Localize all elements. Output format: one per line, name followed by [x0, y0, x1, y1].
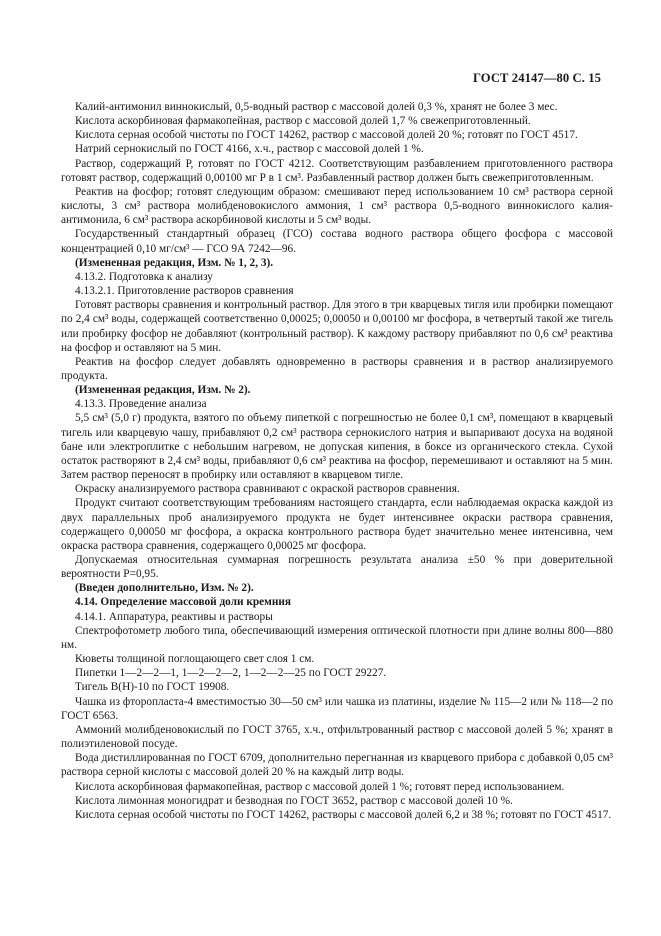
bold-note-paragraph: (Измененная редакция, Изм. № 2). — [75, 384, 251, 397]
page-header: ГОСТ 24147—80 С. 15 — [473, 71, 601, 85]
text-paragraph: Кислота серная особой чистоты по ГОСТ 14262, растворы с массовой долей 6,2 и 38 %; готовят по ГОСТ 4517. — [75, 808, 612, 821]
text-paragraph: Кислота аскорбиновая фармакопейная, раствор с массовой долей 1,7 % свежеприготовленный. — [75, 115, 531, 128]
bold-note-paragraph: (Введен дополнительно, Изм. № 2). — [75, 582, 254, 595]
text-paragraph: 4.14.1. Аппаратура, реактивы и растворы — [75, 610, 273, 623]
text-paragraph: Окраску анализируемого раствора сравнивают с окраской растворов сравнения. — [75, 483, 460, 496]
text-paragraph: Калий-антимонил виннокислый, 0,5-водный раствор с массовой долей 0,3 %, хранят не более 3 мес. — [75, 101, 558, 113]
text-paragraph: Кислота аскорбиновая фармакопейная, раствор с массовой долей 1 %; готовят перед использованием. — [75, 780, 565, 793]
text-paragraph: Чашка из фторопласта-4 вместимостью 30—50 см³ или чашка из платины, изделие № 115—2 или № 118—2 по ГОСТ 6563. — [61, 695, 613, 722]
text-paragraph: Реактив на фосфор; готовят следующим образом: смешивают перед использованием 10 см³ раствора серной кислоты, 3 см³ раствора молибденовокислого аммония, 1 см³ раствора 0,5-водного виннокислого калия-антимонила, 6 см³ раствора аскорбиновой кислоты и 5 см³ воды. — [61, 185, 613, 227]
text-paragraph: 4.13.2. Подготовка к анализу — [75, 270, 213, 283]
text-paragraph: Тигель В(Н)-10 по ГОСТ 19908. — [75, 681, 230, 694]
text-paragraph: 4.13.3. Проведение анализа — [75, 398, 207, 411]
text-paragraph: Государственный стандартный образец (ГСО) состава водного раствора общего фосфора с массовой концентрацией 0,10 мг/см³ — ГСО 9А 7242—96. — [61, 228, 613, 255]
bold-note-paragraph: (Измененная редакция, Изм. № 1, 2, 3). — [75, 256, 274, 269]
bold-note-paragraph: 4.14. Определение массовой доли кремния — [75, 596, 291, 609]
document-body — [61, 100, 613, 822]
text-paragraph: Вода дистиллированная по ГОСТ 6709, дополнительно перегнанная из кварцевого прибора с добавкой 0,05 см³ раствора серной кислоты с массовой долей 20 % на каждый литр воды. — [61, 752, 613, 779]
text-paragraph: 5,5 см³ (5,0 г) продукта, взятого по объему пипеткой с погрешностью не более 0,1 см³, помещают в кварцевый тигель или кварцевую чашу, прибавляют 0,2 см³ раствора сернокислого натрия и выпаривают досуха на водяной бане или электроплитке с небольшим нагревом, не допуская кипения, в боксе из органического стекла. Сухой остаток растворяют в 2,4 см³ воды, прибавляют 0,6 см³ реактива на фосфор, перемешивают и оставляют на 5 мин. Затем раствор переносят в пробирку или оставляют в кварцевом тигле. — [61, 412, 613, 482]
text-paragraph: Пипетки 1—2—2—1, 1—2—2—2, 1—2—2—25 по ГОСТ 29227. — [75, 667, 387, 680]
text-paragraph: Натрий сернокислый по ГОСТ 4166, х.ч., раствор с массовой долей 1 %. — [75, 143, 424, 156]
text-paragraph: Кислота серная особой чистоты по ГОСТ 14262, раствор с массовой долей 20 %; готовят по ГОСТ 4517. — [75, 129, 578, 142]
text-paragraph: Кюветы толщиной поглощающего свет слоя 1 см. — [75, 653, 315, 666]
text-paragraph: Реактив на фосфор следует добавлять одновременно в растворы сравнения и в раствор анализируемого продукта. — [61, 355, 613, 382]
text-paragraph: Продукт считают соответствующим требованиям настоящего стандарта, если наблюдаемая окраска каждой из двух параллельных проб анализируемого продукта не будет интенсивнее окраски раствора сравнения, содержащего 0,00050 мг фосфора, а окраска контрольного раствора будет значительно менее интенсивна, чем окраска раствора сравнения, содержащего 0,00025 мг фосфора. — [61, 497, 613, 552]
text-paragraph: Кислота лимонная моногидрат и безводная по ГОСТ 3652, раствор с массовой долей 10 %. — [75, 794, 513, 807]
text-paragraph: Раствор, содержащий Р, готовят по ГОСТ 4212. Соответствующим разбавлением приготовленного раствора готовят раствор, содержащий 0,00100 мг Р в 1 см³. Разбавленный раствор должен быть свежеприготовленным. — [61, 157, 613, 184]
text-paragraph: Допускаемая относительная суммарная погрешность результата анализа ±50 % при доверительной вероятности P=0,95. — [61, 554, 613, 581]
text-paragraph: Готовят растворы сравнения и контрольный раствор. Для этого в три кварцевых тигля или пробирки помещают по 2,4 см³ воды, содержащей соответственно 0,00025; 0,00050 и 0,00100 мг фосфора, в четвертый такой же тигель или пробирку фосфор не добавляют (контрольный раствор). К каждому раствору прибавляют по 0,6 см³ реактива на фосфор и оставляют на 5 мин. — [61, 299, 613, 354]
text-paragraph: Спектрофотометр любого типа, обеспечивающий измерения оптической плотности при длине волны 800—880 нм. — [61, 624, 613, 651]
text-paragraph: 4.13.2.1. Приготовление растворов сравнения — [75, 285, 294, 298]
text-paragraph: Аммоний молибденовокислый по ГОСТ 3765, х.ч., отфильтрованный раствор с массовой долей 5 %; хранят в полиэтиленовой посуде. — [61, 723, 613, 751]
